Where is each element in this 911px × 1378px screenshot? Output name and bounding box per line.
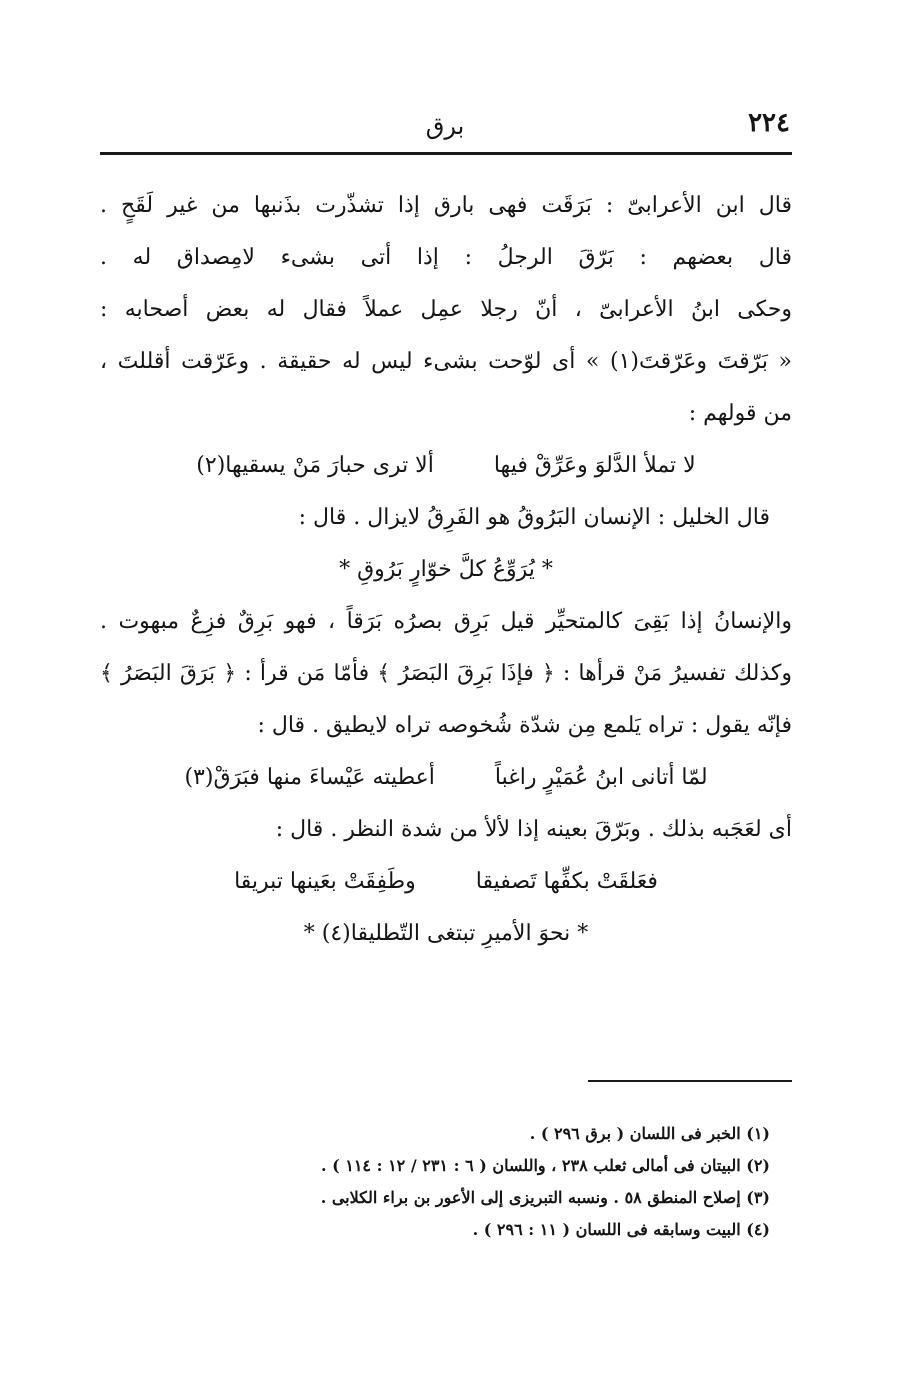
verse-hemistich: فعَلقَتْ بكفِّها تَصفيقا bbox=[475, 869, 658, 894]
verse-hemistich: أعطيته عَيْساءَ منها فبَرَقْ(٣) bbox=[184, 765, 435, 790]
running-head: برق bbox=[425, 112, 465, 140]
text-line: « بَرّقتَ وعَرّقتَ(١) » أى لوّحت بشىء ليس له حقيقة . وعَرّقت أقللتَ ، bbox=[100, 349, 792, 374]
text-line: والإنسانُ إذا بَقِىَ كالمتحيِّر قيل بَرِق بصرُه بَرَقاً ، فهو بَرِقٌ فزِعٌ مبهوت . bbox=[100, 609, 792, 634]
verse-line bbox=[100, 544, 792, 596]
text-line: فإنّه يقول : تراه يَلمع مِن شدّة شُخوصه تراه لايطيق . قال : bbox=[257, 713, 792, 738]
verse-line bbox=[100, 440, 792, 492]
verse-hemistich: وطَفِقَتْ بعَينها تبريقا bbox=[234, 869, 416, 894]
footnote: (٣) إصلاح المنطق ٥٨ . ونسبه التبريزى إلى الأعور بن براء الكلابى . bbox=[320, 1188, 770, 1207]
text-line: من قولهم : bbox=[688, 401, 792, 426]
footnote: (٤) البيت وسابقه فى اللسان ( ١١ : ٢٩٦ ) . bbox=[472, 1220, 770, 1239]
verse-hemistich: ألا ترى حبارَ مَنْ يسقيها(٢) bbox=[196, 453, 434, 478]
verse-single: * يُرَوِّعُ كلَّ خوّارٍ بَرُوقِ * bbox=[339, 557, 553, 582]
text-line: أى لعَجَبه بذلك . وبَرّقَ بعينه إذا لألأ من شدة النظر . قال : bbox=[275, 817, 792, 842]
verse-line bbox=[100, 856, 792, 908]
verse-single: * نحوَ الأميرِ تبتغى التّطليقا(٤) * bbox=[303, 921, 589, 946]
text-line: وكذلك تفسيرُ مَنْ قرأها : ﴿ فإذَا بَرِقَ البَصَرُ ﴾ فأمّا مَن قرأ : ﴿ بَرَقَ البَصَرُ ﴾ bbox=[100, 661, 792, 686]
footnote: (٢) البيتان فى أمالى ثعلب ٢٣٨ ، واللسان ( ٦ : ٢٣١ / ١٢ : ١١٤ ) . bbox=[320, 1156, 770, 1175]
page-header bbox=[100, 108, 790, 148]
text-line: قال ابن الأعرابىّ : بَرَقَت فهى بارق إذا تشذّرت بذَنبها من غير لَقَحٍ . bbox=[100, 193, 792, 218]
verse-hemistich: لا تملأ الدَّلوَ وعَرِّقْ فيها bbox=[493, 453, 696, 478]
header-rule bbox=[100, 152, 792, 155]
page-number: ٢٢٤ bbox=[748, 108, 790, 138]
verse-hemistich: لمّا أتانى ابنُ عُمَيْرٍ راغباً bbox=[494, 765, 708, 790]
text-line: قال الخليل : الإنسان البَرُوقُ هو الفَرِقُ لايزال . قال : bbox=[298, 505, 770, 530]
footnote-rule bbox=[588, 1080, 792, 1082]
main-text bbox=[100, 180, 792, 960]
footnote: (١) الخبر فى اللسان ( برق ٢٩٦ ) . bbox=[529, 1124, 770, 1143]
text-line: قال بعضهم : بَرّقَ الرجلُ : إذا أتى بشىء لامِصداق له . bbox=[100, 245, 792, 270]
text-line: وحكى ابنُ الأعرابىّ ، أنّ رجلا عمِل عملاً فقال له بعض أصحابه : bbox=[100, 297, 792, 322]
footnotes bbox=[100, 1118, 770, 1246]
verse-line bbox=[100, 752, 792, 804]
verse-line bbox=[100, 908, 792, 960]
